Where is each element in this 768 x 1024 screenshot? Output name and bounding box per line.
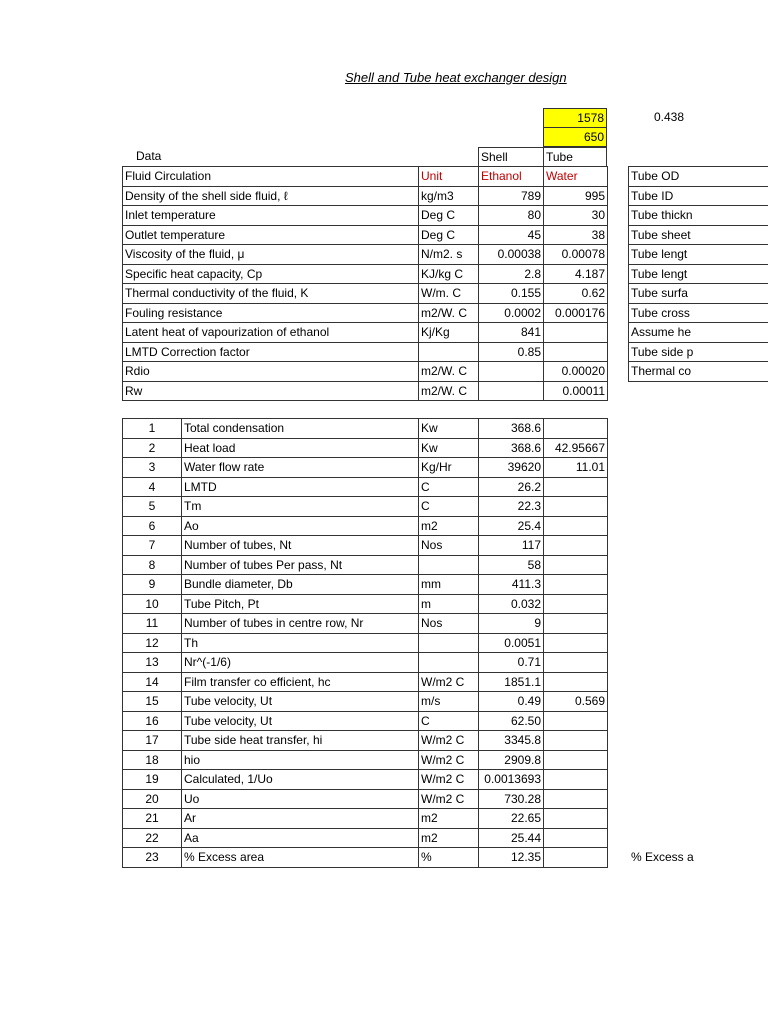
side-row [629,186,768,206]
side-label[interactable]: Tube thickn [629,206,768,226]
calc-row [123,555,608,575]
side-row [629,342,768,362]
calc-value[interactable]: 12.35 [479,848,544,868]
calc-extra[interactable] [544,633,608,653]
calc-unit[interactable]: W/m2 C [419,789,479,809]
calc-extra[interactable] [544,594,608,614]
calc-value[interactable]: 25.4 [479,516,544,536]
calc-value[interactable]: 730.28 [479,789,544,809]
side-label[interactable]: Tube ID [629,186,768,206]
calc-extra[interactable]: 0.569 [544,692,608,712]
calc-value[interactable]: 25.44 [479,828,544,848]
row-number[interactable]: 21 [123,809,182,829]
calc-label[interactable]: Tube velocity, Ut [182,692,419,712]
side-label[interactable]: Tube side p [629,342,768,362]
calc-label[interactable]: Number of tubes in centre row, Nr [182,614,419,634]
row-number[interactable]: 4 [123,477,182,497]
calc-unit[interactable]: Kw [419,419,479,439]
calc-value[interactable]: 58 [479,555,544,575]
param-label[interactable]: Fluid Circulation [123,167,419,187]
row-number[interactable]: 12 [123,633,182,653]
calc-label[interactable]: Uo [182,789,419,809]
calc-value[interactable]: 22.65 [479,809,544,829]
calc-row [123,575,608,595]
calc-extra[interactable] [544,711,608,731]
calc-extra[interactable] [544,614,608,634]
param-label[interactable]: Density of the shell side fluid, ℓ [123,186,419,206]
calc-label[interactable]: hio [182,750,419,770]
row-number[interactable]: 3 [123,458,182,478]
calc-unit[interactable] [419,653,479,673]
shell-value[interactable]: 80 [479,206,544,226]
shell-value[interactable]: 45 [479,225,544,245]
tube-value[interactable]: 0.00078 [544,245,608,265]
calc-extra[interactable] [544,536,608,556]
side-table [628,166,768,382]
calc-value[interactable]: 3345.8 [479,731,544,751]
data-table [122,166,608,401]
calc-row [123,516,608,536]
calc-row [123,477,608,497]
calc-extra[interactable]: 42.95667 [544,438,608,458]
row-number[interactable]: 15 [123,692,182,712]
calc-unit[interactable]: Kw [419,438,479,458]
calc-row [123,594,608,614]
param-label[interactable]: Outlet temperature [123,225,419,245]
calc-extra[interactable] [544,477,608,497]
calc-label[interactable]: Heat load [182,438,419,458]
calc-row [123,497,608,517]
row-number[interactable]: 5 [123,497,182,517]
row-number[interactable]: 17 [123,731,182,751]
calc-row [123,770,608,790]
calc-unit[interactable]: m2 [419,809,479,829]
param-unit[interactable]: kg/m3 [419,186,479,206]
param-label[interactable]: Specific heat capacity, Cp [123,264,419,284]
calc-unit[interactable]: W/m2 C [419,750,479,770]
calc-label[interactable]: Tube side heat transfer, hi [182,731,419,751]
row-number[interactable]: 18 [123,750,182,770]
calc-row [123,458,608,478]
calc-value[interactable]: 22.3 [479,497,544,517]
calc-extra[interactable] [544,672,608,692]
calc-unit[interactable]: m [419,594,479,614]
calc-value[interactable]: 0.0051 [479,633,544,653]
calc-unit[interactable]: W/m2 C [419,672,479,692]
calc-unit[interactable]: Nos [419,614,479,634]
data-row [123,381,608,401]
row-number[interactable]: 11 [123,614,182,634]
data-row [123,264,608,284]
calc-label[interactable]: Tube velocity, Ut [182,711,419,731]
row-number[interactable]: 16 [123,711,182,731]
right-value: 0.438 [654,110,685,124]
calc-unit[interactable]: Nos [419,536,479,556]
page-title: Shell and Tube heat exchanger design [345,70,567,85]
calc-unit[interactable] [419,633,479,653]
calc-row [123,633,608,653]
calc-unit[interactable]: mm [419,575,479,595]
calc-unit[interactable]: C [419,497,479,517]
calc-row [123,614,608,634]
calc-label[interactable]: Calculated, 1/Uo [182,770,419,790]
param-label[interactable]: Rw [123,381,419,401]
shell-value[interactable]: 0.85 [479,342,544,362]
calc-value[interactable]: 0.49 [479,692,544,712]
tube-value[interactable]: 4.187 [544,264,608,284]
calc-label[interactable]: Tube Pitch, Pt [182,594,419,614]
shell-value[interactable]: 789 [479,186,544,206]
shell-value[interactable] [479,362,544,382]
calc-value[interactable]: 9 [479,614,544,634]
side-label[interactable]: Tube lengt [629,245,768,265]
data-row [123,362,608,382]
param-unit[interactable]: KJ/kg C [419,264,479,284]
calc-value[interactable]: 26.2 [479,477,544,497]
calc-unit[interactable]: m2 [419,828,479,848]
param-label[interactable]: LMTD Correction factor [123,342,419,362]
calc-unit[interactable]: Kg/Hr [419,458,479,478]
data-row [123,167,608,187]
calc-row [123,692,608,712]
calc-unit[interactable]: m2 [419,516,479,536]
side-label[interactable]: Tube sheet [629,225,768,245]
calc-unit[interactable]: C [419,477,479,497]
calc-row [123,672,608,692]
calc-extra[interactable] [544,555,608,575]
calc-label[interactable]: Aa [182,828,419,848]
shell-header: Shell [478,147,544,167]
shell-value[interactable]: Ethanol [479,167,544,187]
calc-extra[interactable]: 11.01 [544,458,608,478]
row-number[interactable]: 7 [123,536,182,556]
param-label[interactable]: Thermal conductivity of the fluid, K [123,284,419,304]
calc-row [123,653,608,673]
calc-row [123,711,608,731]
side-row [629,167,768,187]
param-unit[interactable]: N/m2. s [419,245,479,265]
tube-header: Tube [543,147,607,167]
row-number[interactable]: 2 [123,438,182,458]
calc-row [123,828,608,848]
row-number[interactable]: 8 [123,555,182,575]
calc-value[interactable]: 0.71 [479,653,544,673]
excess-area-note: % Excess a [631,850,694,864]
side-row [629,284,768,304]
calc-label[interactable]: Bundle diameter, Db [182,575,419,595]
side-row [629,245,768,265]
side-row [629,264,768,284]
calc-unit[interactable] [419,555,479,575]
shell-value[interactable]: 0.0002 [479,303,544,323]
calc-row [123,438,608,458]
data-row [123,342,608,362]
tube-value[interactable]: 38 [544,225,608,245]
param-label[interactable]: Inlet temperature [123,206,419,226]
calc-extra[interactable] [544,750,608,770]
calc-extra[interactable] [544,497,608,517]
param-label[interactable]: Viscosity of the fluid, μ [123,245,419,265]
calc-value[interactable]: 0.0013693 [479,770,544,790]
tube-value[interactable]: 30 [544,206,608,226]
calc-row [123,848,608,868]
param-unit[interactable]: W/m. C [419,284,479,304]
shell-value[interactable]: 0.00038 [479,245,544,265]
shell-value[interactable] [479,381,544,401]
shell-value[interactable]: 841 [479,323,544,343]
data-row [123,225,608,245]
side-row [629,206,768,226]
shell-value[interactable]: 0.155 [479,284,544,304]
calc-value[interactable]: 62.50 [479,711,544,731]
row-number[interactable]: 19 [123,770,182,790]
calc-label[interactable]: % Excess area [182,848,419,868]
data-row [123,186,608,206]
calc-row [123,789,608,809]
calc-row [123,419,608,439]
calc-label[interactable]: Total condensation [182,419,419,439]
tube-value[interactable]: 0.62 [544,284,608,304]
param-label[interactable]: Rdio [123,362,419,382]
calc-extra[interactable] [544,419,608,439]
row-number[interactable]: 1 [123,419,182,439]
calc-label[interactable]: Number of tubes, Nt [182,536,419,556]
side-row [629,362,768,382]
calc-unit[interactable]: % [419,848,479,868]
calc-label[interactable]: LMTD [182,477,419,497]
row-number[interactable]: 13 [123,653,182,673]
tube-value[interactable]: 0.00020 [544,362,608,382]
calc-extra[interactable] [544,731,608,751]
calc-value[interactable]: 2909.8 [479,750,544,770]
side-label[interactable]: Thermal co [629,362,768,382]
calc-label[interactable]: Th [182,633,419,653]
data-row [123,323,608,343]
row-number[interactable]: 6 [123,516,182,536]
calc-unit[interactable]: m/s [419,692,479,712]
calc-row [123,536,608,556]
data-row [123,284,608,304]
row-number[interactable]: 9 [123,575,182,595]
side-label[interactable]: Tube OD [629,167,768,187]
row-number[interactable]: 23 [123,848,182,868]
data-row [123,245,608,265]
calc-unit[interactable]: C [419,711,479,731]
calc-extra[interactable] [544,828,608,848]
calc-extra[interactable] [544,789,608,809]
calc-extra[interactable] [544,770,608,790]
param-unit[interactable]: Deg C [419,206,479,226]
side-label[interactable]: Assume he [629,323,768,343]
data-header: Data [136,149,162,163]
param-unit[interactable]: m2/W. C [419,362,479,382]
param-unit[interactable]: m2/W. C [419,381,479,401]
param-unit[interactable]: Kj/Kg [419,323,479,343]
calc-value[interactable]: 117 [479,536,544,556]
calc-label[interactable]: Film transfer co efficient, hc [182,672,419,692]
side-row [629,323,768,343]
side-label[interactable]: Tube cross [629,303,768,323]
calc-label[interactable]: Water flow rate [182,458,419,478]
tube-value[interactable]: 0.00011 [544,381,608,401]
calc-row [123,809,608,829]
calc-extra[interactable] [544,516,608,536]
row-number[interactable]: 20 [123,789,182,809]
calc-extra[interactable] [544,575,608,595]
calc-value[interactable]: 368.6 [479,438,544,458]
calc-value[interactable]: 39620 [479,458,544,478]
param-unit[interactable]: Deg C [419,225,479,245]
calc-unit[interactable]: W/m2 C [419,731,479,751]
tube-value[interactable] [544,342,608,362]
side-label[interactable]: Tube surfa [629,284,768,304]
param-unit[interactable]: m2/W. C [419,303,479,323]
calc-extra[interactable] [544,653,608,673]
param-unit[interactable] [419,342,479,362]
tube-value[interactable]: Water [544,167,608,187]
tube-value[interactable]: 0.000176 [544,303,608,323]
row-number[interactable]: 14 [123,672,182,692]
param-label[interactable]: Fouling resistance [123,303,419,323]
row-number[interactable]: 22 [123,828,182,848]
row-number[interactable]: 10 [123,594,182,614]
data-row [123,206,608,226]
highlight-value-2[interactable]: 650 [543,127,607,147]
calc-value[interactable]: 0.032 [479,594,544,614]
calc-row [123,731,608,751]
calc-label[interactable]: Nr^(-1/6) [182,653,419,673]
calc-value[interactable]: 368.6 [479,419,544,439]
calc-label[interactable]: Ar [182,809,419,829]
calc-value[interactable]: 1851.1 [479,672,544,692]
calc-extra[interactable] [544,848,608,868]
highlight-value-1[interactable]: 1578 [543,108,607,128]
side-row [629,225,768,245]
param-unit[interactable]: Unit [419,167,479,187]
param-label[interactable]: Latent heat of vapourization of ethanol [123,323,419,343]
calc-row [123,750,608,770]
calc-label[interactable]: Tm [182,497,419,517]
tube-value[interactable]: 995 [544,186,608,206]
tube-value[interactable] [544,323,608,343]
side-row [629,303,768,323]
side-label[interactable]: Tube lengt [629,264,768,284]
calc-label[interactable]: Number of tubes Per pass, Nt [182,555,419,575]
calc-extra[interactable] [544,809,608,829]
calc-value[interactable]: 411.3 [479,575,544,595]
calc-unit[interactable]: W/m2 C [419,770,479,790]
data-row [123,303,608,323]
calc-table [122,418,608,868]
shell-value[interactable]: 2.8 [479,264,544,284]
calc-label[interactable]: Ao [182,516,419,536]
